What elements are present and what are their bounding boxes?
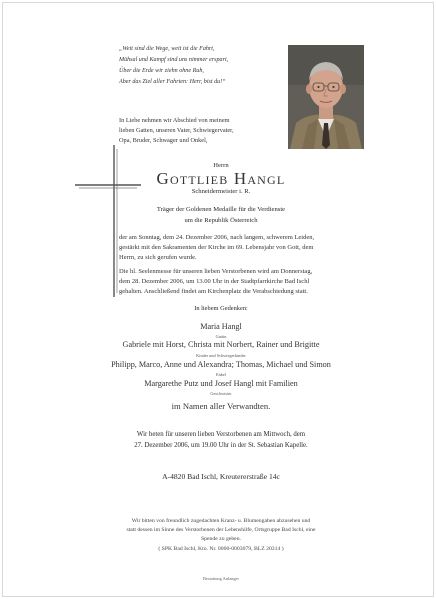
death-line: der am Sonntag, dem 24. Dezember 2006, nach langem, schwerem Leiden, xyxy=(119,234,315,241)
award-line: Träger der Goldenen Medaille für die Verdienste xyxy=(156,206,286,213)
donation-line: Spende zu geben. xyxy=(201,536,241,543)
mass-notice xyxy=(119,267,359,298)
death-line: gestärkt mit den Sakramenten der Kirche im 69. Lebensjahr von Gott, dem xyxy=(119,244,314,252)
prayer-line: Wir beten für unseren lieben Verstorbenen am Mittwoch, dem xyxy=(136,431,306,438)
salutation: Herrn xyxy=(213,162,229,169)
donation-notice xyxy=(3,517,436,554)
mourner-names: Gabriele mit Horst, Christa mit Norbert, Rainer und Brigitte xyxy=(122,340,320,349)
mass-line: dem 28. Dezember 2006, um 13.00 Uhr in der Stadtpfarrkirche Bad Ischl xyxy=(119,278,310,286)
poem-line: „Weit sind die Wege, weit ist die Fahrt, xyxy=(119,46,215,52)
mourner-names: Philipp, Marco, Anne und Alexandra; Thomas, Michael und Simon xyxy=(111,360,331,369)
mass-line: gehalten. Anschließend findet am Kirchenplatz die Verabschiedung statt. xyxy=(119,288,308,296)
undertaker-credit: Bestattung Anlanger xyxy=(203,576,239,581)
award-text xyxy=(3,204,436,226)
death-notice xyxy=(119,233,359,264)
portrait-photo xyxy=(288,45,364,149)
intro-text xyxy=(119,116,289,147)
poem-line: Mühsal und Kampf sind uns nimmer erspart, xyxy=(119,56,229,63)
poem-line: Aber das Ziel aller Fahrten: Herr, bist du!“ xyxy=(119,78,226,85)
deceased-title: Schneidermeister i. R. xyxy=(191,188,251,195)
poem-line: Über die Erde wir ziehn ohne Ruh, xyxy=(119,67,204,74)
mourner-relation: Enkel xyxy=(215,372,227,377)
portrait-illustration xyxy=(288,45,364,149)
deceased-name: Gottlieb Hangl xyxy=(156,169,286,188)
donation-line: Wir bitten von freundlich zugedachten Kranz- u. Blumengaben abzusehen und xyxy=(131,518,311,524)
relatives-line: im Namen aller Verwandten. xyxy=(171,401,271,411)
obituary-page xyxy=(2,2,434,597)
mass-line: Die hl. Seelenmesse für unseren lieben Verstorbenen wird am Donnerstag, xyxy=(119,268,313,275)
donation-line: ( SPK Bad Ischl, Kto. Nr. 0000-0003079, BLZ 20314 ) xyxy=(158,545,284,552)
death-line: Herrn, zu sich gerufen wurde. xyxy=(119,254,197,262)
mourner-relation: Gattin xyxy=(215,334,227,339)
mourner-names: Maria Hangl xyxy=(200,322,242,331)
mourners-heading: In liebem Gedenken: xyxy=(194,305,248,312)
intro-line: lieben Gatten, unseren Vater, Schwiegervater, xyxy=(119,127,234,135)
intro-line: Opa, Bruder, Schwager und Onkel, xyxy=(119,137,208,145)
poem xyxy=(119,44,291,88)
intro-line: In Liebe nehmen wir Abschied von meinem xyxy=(119,117,230,124)
prayer-notice xyxy=(3,429,436,451)
award-line: um die Republik Österreich xyxy=(184,217,258,224)
mourner-names: Margarethe Putz und Josef Hangl mit Familien xyxy=(144,379,298,388)
donation-line: statt dessen im Sinne des Verstorbenen der Lebenshilfe, Ortsgruppe Bad Ischl, eine xyxy=(126,527,316,534)
prayer-line: 27. Dezember 2006, um 19.00 Uhr in der St. Sebastian Kapelle. xyxy=(134,442,308,450)
mourner-relation: Kinder und Schwiegerkinder xyxy=(196,353,246,358)
family-address: A-4820 Bad Ischl, Kreutererstraße 14c xyxy=(162,472,280,481)
mourner-relation: Geschwister xyxy=(210,391,232,396)
